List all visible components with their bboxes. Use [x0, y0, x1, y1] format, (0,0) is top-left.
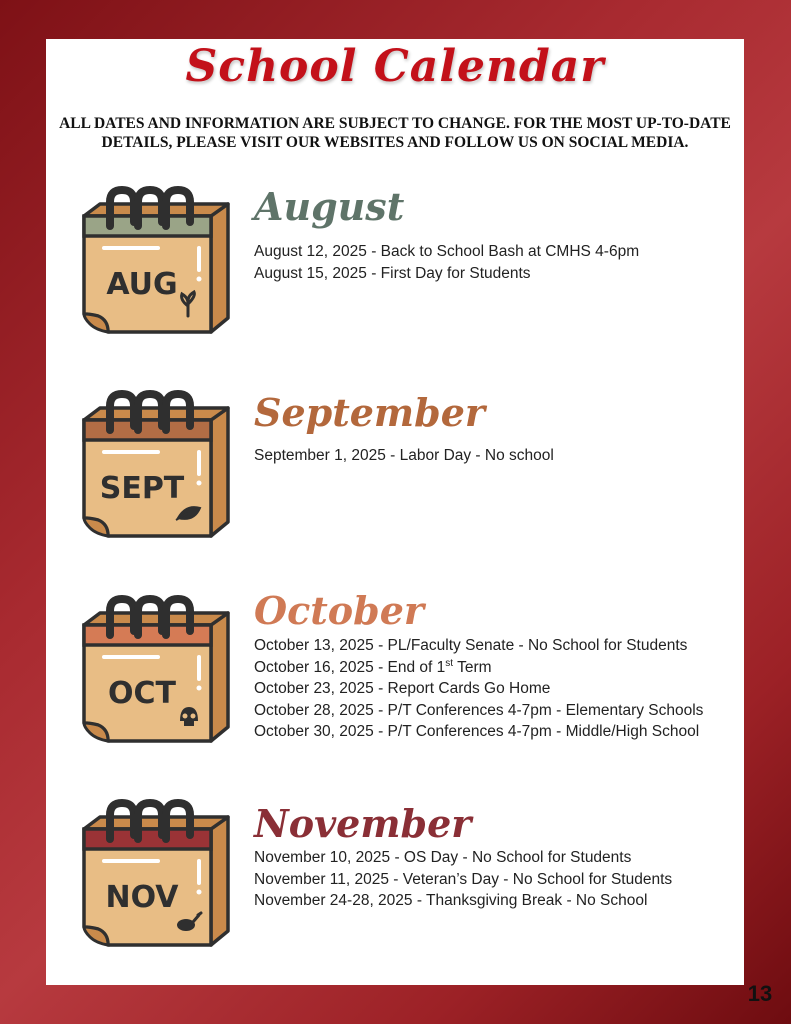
calendar-side — [211, 204, 228, 332]
event-item: August 12, 2025 - Back to School Bash at CMHS 4-6pm — [254, 243, 640, 260]
event-item: October 23, 2025 - Report Cards Go Home — [254, 680, 551, 697]
event-item: October 13, 2025 - PL/Faculty Senate - No School for Students — [254, 637, 688, 654]
calendar-october-icon — [76, 591, 236, 751]
event-item: October 30, 2025 - P/T Conferences 4-7pm - Middle/High School — [254, 723, 700, 740]
calendar-highlight — [197, 277, 202, 282]
event-item: October 28, 2025 - P/T Conferences 4-7pm - Elementary Schools — [254, 701, 704, 719]
event-text-suffix: Term — [453, 658, 492, 676]
month-heading-october: October — [254, 588, 424, 633]
calendar-month-abbr: OCT — [108, 676, 176, 711]
calendar-september-icon — [76, 386, 236, 546]
calendar-month-abbr: AUG — [106, 267, 178, 302]
calendar-top — [84, 817, 228, 829]
month-heading-september: September — [254, 390, 485, 435]
event-list-september — [254, 445, 554, 467]
event-list-october — [254, 635, 703, 743]
calendar-top — [84, 613, 228, 625]
calendar-month-abbr: SEPT — [99, 471, 185, 506]
disclaimer — [56, 114, 734, 152]
month-heading-november: November — [254, 801, 472, 846]
disclaimer-line-1: ALL DATES AND INFORMATION ARE SUBJECT TO CHANGE. FOR THE MOST UP-TO-DATE — [59, 115, 731, 132]
event-item: November 11, 2025 - Veteran’s Day - No School for Students — [254, 870, 673, 888]
calendar-top — [84, 204, 228, 216]
calendar-side — [211, 613, 228, 741]
calendar-highlight — [197, 481, 202, 486]
calendar-highlight — [197, 890, 202, 895]
calendar-august-icon — [76, 182, 236, 342]
calendar-side — [211, 408, 228, 536]
calendar-november-icon — [76, 795, 236, 955]
month-heading-august: August — [254, 184, 405, 229]
event-item: November 10, 2025 - OS Day - No School for Students — [254, 849, 632, 866]
calendar-top — [84, 408, 228, 420]
calendar-highlight — [197, 686, 202, 691]
calendar-month-abbr: NOV — [105, 880, 179, 915]
page-number: 13 — [747, 981, 773, 1006]
calendar-page — [46, 39, 744, 985]
event-list-august — [254, 241, 639, 284]
ordinal-suffix: st — [445, 657, 454, 669]
event-item — [254, 657, 703, 679]
event-item: August 15, 2025 - First Day for Students — [254, 264, 531, 282]
disclaimer-line-2: DETAILS, PLEASE VISIT OUR WEBSITES AND FOLLOW US ON SOCIAL MEDIA. — [101, 134, 689, 151]
event-list-november — [254, 847, 672, 912]
calendar-side — [211, 817, 228, 945]
event-item: September 1, 2025 - Labor Day - No school — [254, 447, 554, 464]
event-item: November 24-28, 2025 - Thanksgiving Break - No School — [254, 892, 648, 909]
page-title: School Calendar — [185, 41, 605, 92]
event-text: October 16, 2025 - End of 1 — [254, 658, 446, 676]
